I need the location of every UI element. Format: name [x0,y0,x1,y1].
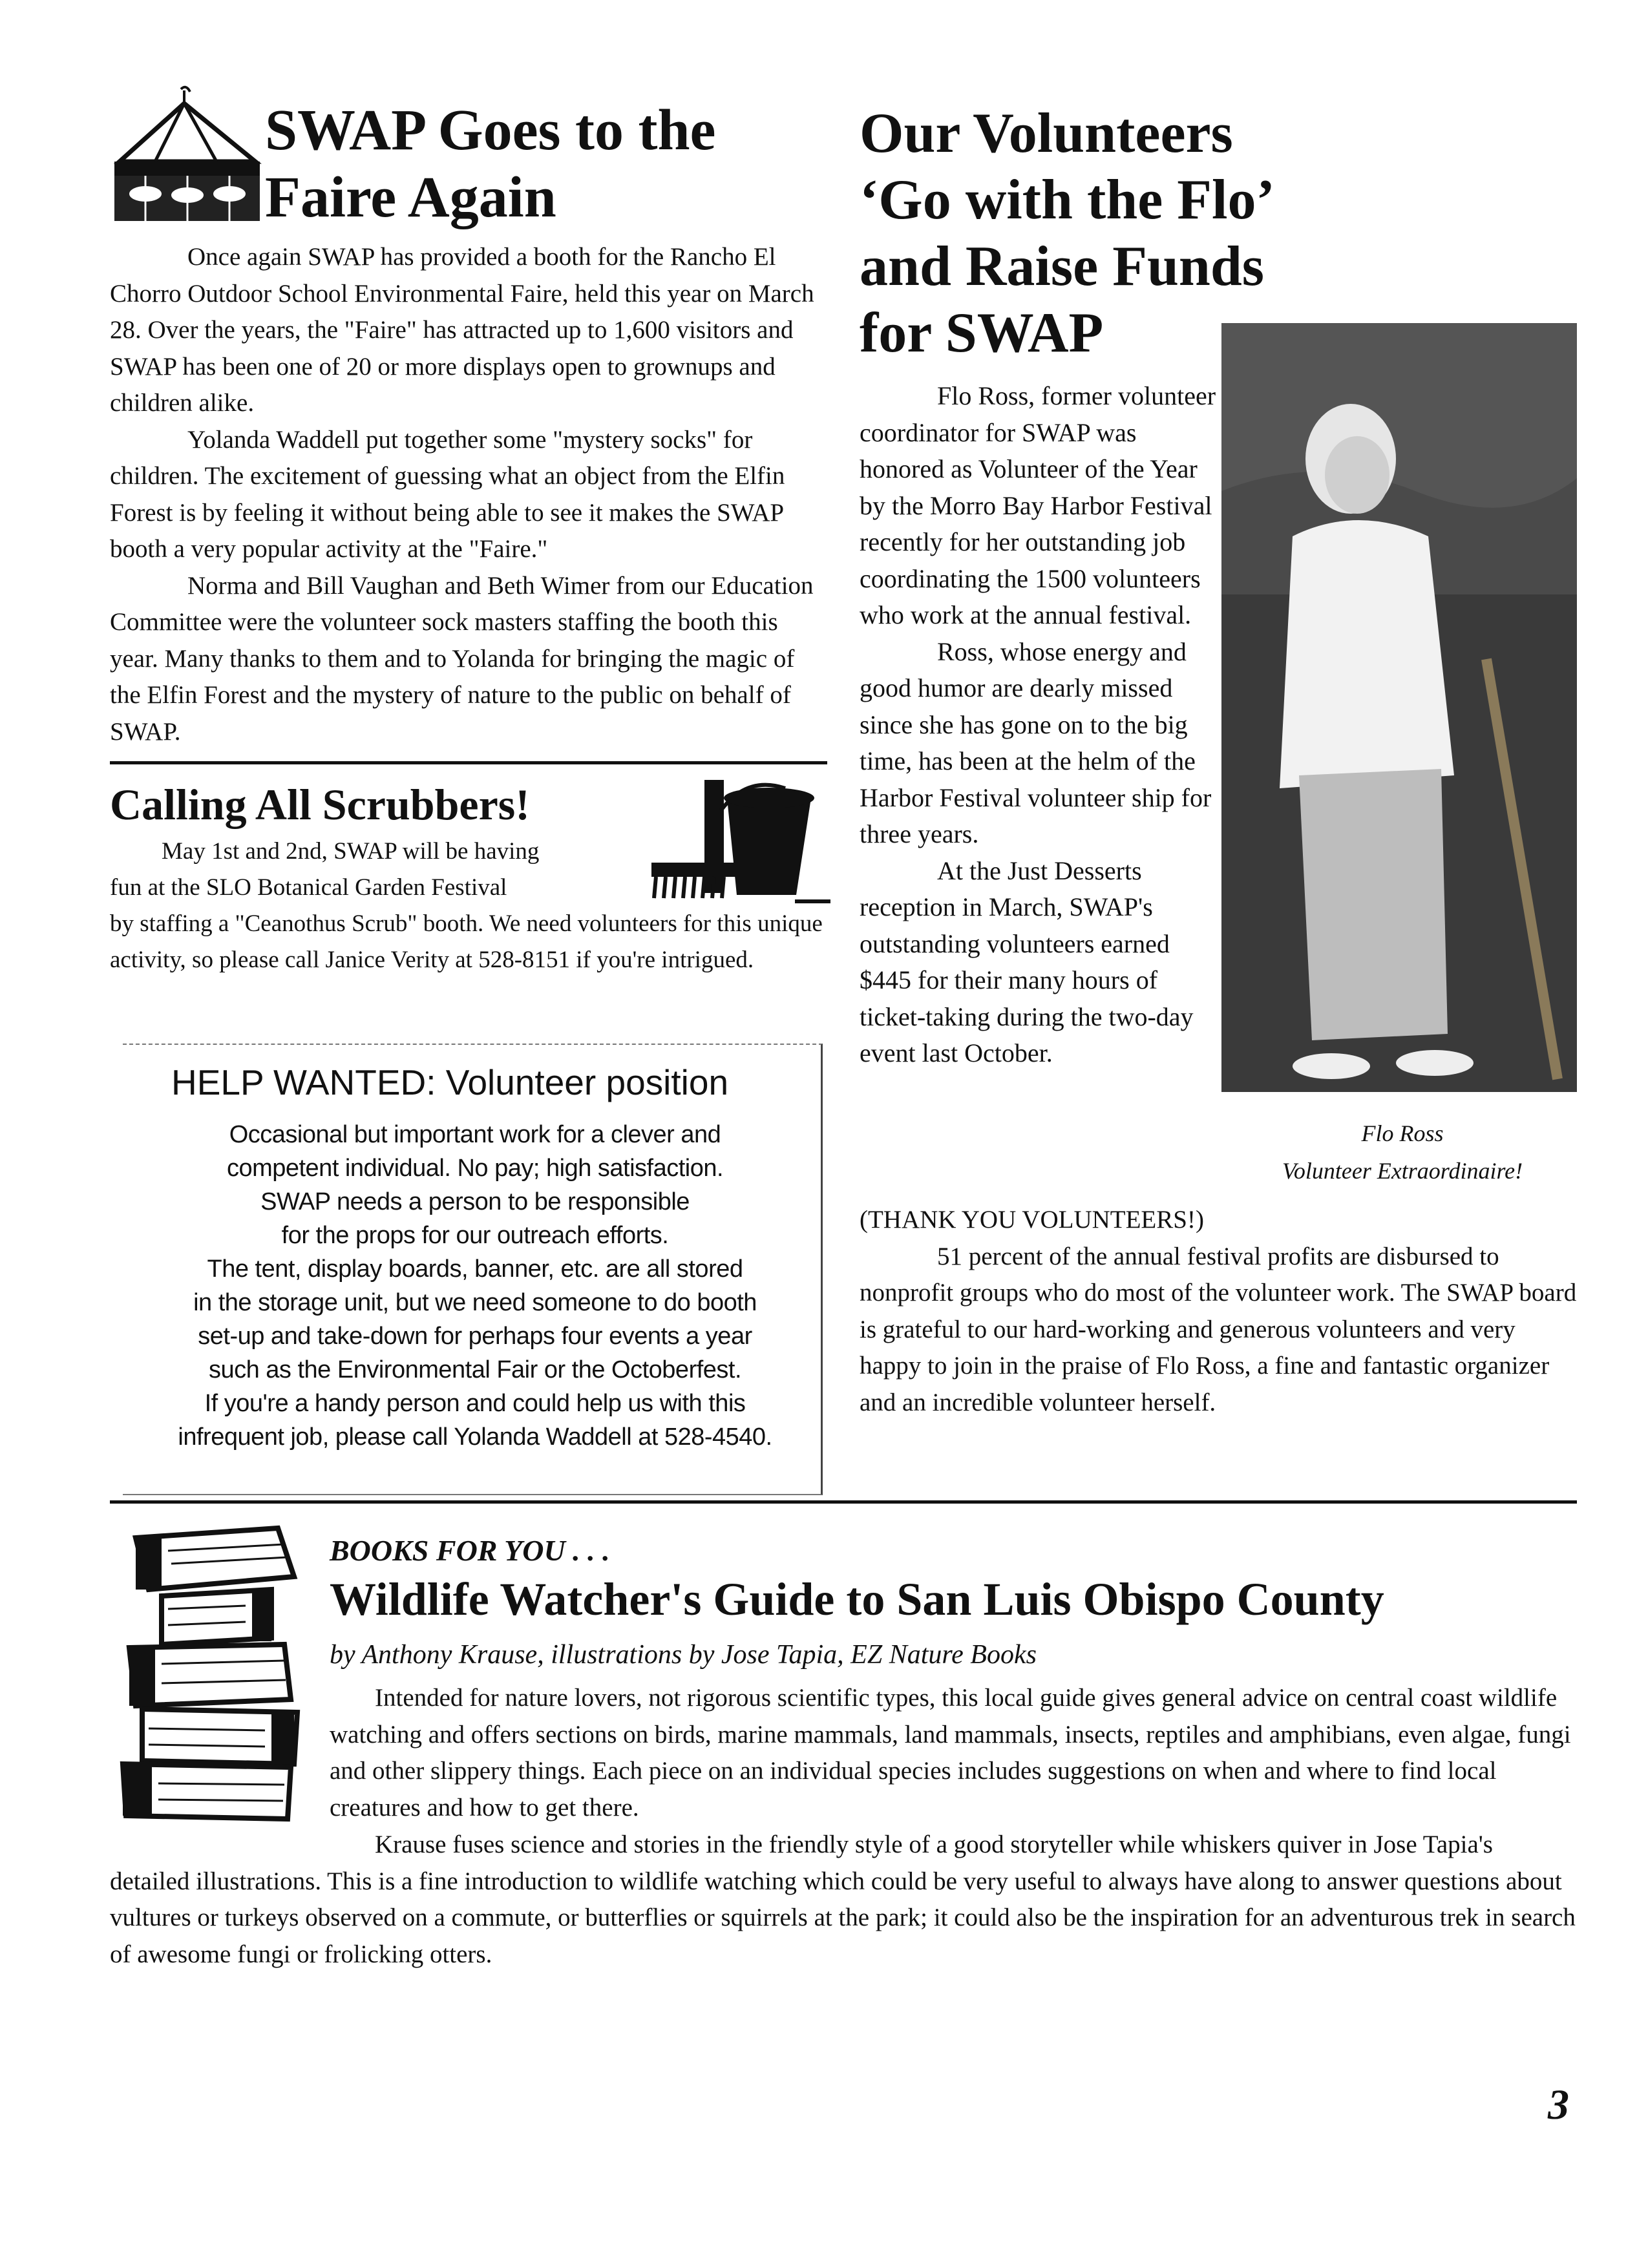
volunteers-paragraph: Ross, whose energy and good humor are dearly missed since she has gone on to the big time, has been at the helm of the Harbor Festival volunteer ship for three years. [860,636,1212,848]
volunteers-paragraph: At the Just Desserts reception in March, SWAP's outstanding volunteers earned $445 for their many hours of ticket-taking during the two-day event last October. [860,856,1194,1067]
swap-paragraph: Norma and Bill Vaughan and Beth Wimer from our Education Committee were the volunteer sock masters staffing the booth this year. Many thanks to them and to Yolanda for bringing the magic of the Elfin Forest and the mystery of nature to the public on behalf of SWAP. [110,571,814,746]
volunteers-paragraph: 51 percent of the annual festival profits are disbursed to nonprofit groups who do most of the volunteer work. The SWAP board is grateful to our hard-working and generous volunteers and very happy to join in the praise of Flo Ross, a fine and fantastic organizer and an incredible volunteer herself. [860,1242,1577,1416]
swap-faire-headline [265,97,782,231]
help-line: such as the Environmental Fair or the Octoberfest. [208,1356,742,1383]
scrubbers-rest: by staffing a "Ceanothus Scrub" booth. We need volunteers for this unique activity, so please call Janice Verity at 528-8151 if you're intrigued. [110,910,823,973]
scrubbers-line: May 1st and 2nd, SWAP will be having [162,838,540,865]
books-kicker: BOOKS FOR YOU . . . [330,1534,610,1567]
caption-title: Volunteer Extraordinaire! [1282,1158,1523,1184]
help-line: infrequent job, please call Yolanda Waddell at 528-4540. [178,1423,772,1451]
scrubbers-body [110,834,827,978]
help-line: competent individual. No pay; high satisfaction. [226,1155,724,1182]
thank-you-line: (THANK YOU VOLUNTEERS!) [860,1206,1204,1234]
help-wanted-title: HELP WANTED: Volunteer position [171,1062,729,1102]
help-line: Occasional but important work for a clever and [229,1121,721,1148]
swap-paragraph: Yolanda Waddell put together some "mystery socks" for children. The excitement of guessing what an object from the Elfin Forest is by feeling it without being able to see it makes the SWAP booth a very popular activity at the "Faire." [110,425,785,563]
swap-faire-body [110,239,814,750]
book-review-paragraph: Intended for nature lovers, not rigorous scientific types, this local guide gives general advice on central coast wildlife watching and offers sections on birds, marine mammals, land mammals, insects, reptiles and amphibians, even algae, fungi and other slippery things. Each piece on an individual species includes suggestions on when and where to find local creatures and how to get there. [330,1684,1571,1822]
volunteers-body-continued [860,1202,1577,1421]
volunteers-title-line: for SWAP [860,302,1104,364]
help-line: If you're a handy person and could help us with this [204,1390,746,1417]
scrubbers-line: fun at the SLO Botanical Garden Festival [110,874,507,901]
help-line: in the storage unit, but we need someone to do booth [193,1289,757,1316]
help-line: for the props for our outreach efforts. [281,1222,669,1249]
carousel-icon [107,84,265,229]
book-title: Wildlife Watcher's Guide to San Luis Obispo County [330,1573,1384,1625]
caption-name: Flo Ross [1361,1120,1444,1146]
volunteers-title-line: Our Volunteers [860,102,1233,165]
section-divider [110,761,827,764]
help-line: set-up and take-down for perhaps four events a year [198,1323,752,1350]
help-line: The tent, display boards, banner, etc. are all stored [207,1255,743,1283]
book-review-paragraph: Krause fuses science and stories in the friendly style of a good storyteller while whiskers quiver in Jose Tapia's detailed illustrations. This is a fine introduction to wildlife watching which could be very useful to always have along to answer questions about vultures or turkeys observed on a commute, or butterflies or squirrels at the park; it could also be the inspiration for an adventurous trek in search of awesome fungi or frolicking otters. [110,1831,1576,1968]
flo-ross-photo [1221,323,1577,1092]
swap-title-line1: SWAP Goes to the [265,98,716,162]
volunteers-body [860,378,1221,1072]
page-number: 3 [1548,2081,1569,2128]
volunteers-title-line: ‘Go with the Flo’ [860,169,1275,231]
photo-caption [1209,1115,1596,1190]
swap-paragraph: Once again SWAP has provided a booth for the Rancho El Chorro Outdoor School Environmental Faire, held this year on March 28. Over the years, the "Faire" has attracted up to 1,600 visitors and SWAP has been one of 20 or more displays open to grownups and children alike. [110,243,814,417]
scrubbers-headline: Calling All Scrubbers! [110,780,530,829]
swap-title-line2: Faire Again [265,165,556,229]
help-line: SWAP needs a person to be responsible [260,1188,690,1215]
section-divider [110,1500,1577,1504]
book-byline: by Anthony Krause, illustrations by Jose Tapia, EZ Nature Books [330,1640,1037,1670]
volunteers-title-line: and Raise Funds [860,235,1265,298]
help-wanted-body [129,1118,821,1454]
book-stack-icon [110,1525,317,1829]
volunteers-paragraph: Flo Ross, former volunteer coordinator for SWAP was honored as Volunteer of the Year by the Morro Bay Harbor Festival recently for her outstanding job coordinating the 1500 volunteers who work at the annual festival. [860,381,1216,629]
